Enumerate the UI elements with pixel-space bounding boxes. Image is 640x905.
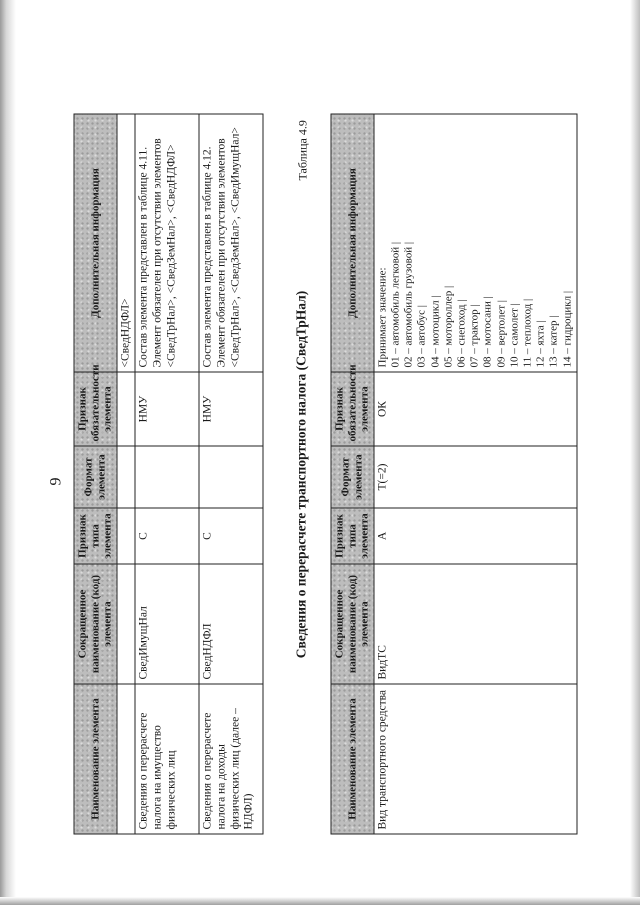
cell-type: С [135,508,199,564]
table-row [373,114,576,834]
vehicle-code-item: 01 – автомобиль легковой | [389,241,402,367]
cell-name: Сведения о перерасчете налога на имущество физических лиц [135,684,199,834]
scan-shadow-right [630,0,640,905]
header-additional-info: Дополнительная информация [74,114,117,372]
cell-required: НМУ [135,372,199,446]
cell-name: Сведения о перерасчете налога на доходы физических лиц (далее – НДФЛ) [199,684,263,834]
cell-type: С [199,508,263,564]
vehicle-code-item: 10 – самолет | [507,302,520,367]
transport-tax-table [330,113,577,834]
rotated-content [25,25,615,880]
cell-code: ВидТС [373,564,576,684]
header-element-required: Признак обязательности элемента [331,372,374,446]
vehicle-code-item: 07 – трактор | [468,303,481,367]
cell-code: СведНДФЛ [199,564,263,684]
cell-type: А [373,508,576,564]
vehicle-code-item: 02 – автомобиль грузовой | [402,241,415,367]
table-label: Таблица 4.9 [295,119,309,180]
header-additional-info: Дополнительная информация [331,114,374,372]
cell-format [116,446,135,508]
cell-required: ОК [373,372,576,446]
table-header-row [331,114,374,834]
header-element-type: Признак типа элемента [331,508,374,564]
table-caption: Сведения о перерасчете транспортного налога (СведТрНал) [293,290,308,658]
cell-format [199,446,263,508]
cell-info: Состав элемента представлен в таблице 4.11. Элемент обязателен при отсутствии элементов <СведТрНал>, <СведЗемНал>, <СведНДФЛ> [135,114,199,372]
header-element-required: Признак обязательности элемента [74,372,117,446]
cell-format: T(=2) [373,446,576,508]
scan-shadow-left [0,0,16,905]
cell-info: <СведНДФЛ> [116,114,135,372]
vehicle-code-item: 03 – автобус | [415,304,428,367]
cell-info: Состав элемента представлен в таблице 4.12. Элемент обязателен при отсутствии элементов <СведТрНал>, <СведЗемНал>, <СведИмущНал> [199,114,263,372]
cell-code: СведИмущНал [135,564,199,684]
header-element-name: Наименование элемента [331,684,374,834]
table-row [135,114,199,834]
page-number: 9 [47,477,64,485]
header-element-type: Признак типа элемента [74,508,117,564]
cell-required [116,372,135,446]
info-intro: Принимает значение: [375,266,388,367]
cell-format [135,446,199,508]
cell-code [116,564,135,684]
vehicle-code-item: 14 – гидроцикл | [560,290,573,367]
table-header-row [74,114,117,834]
header-element-code: Сокращенное наименование (код) элемента [331,564,374,684]
vehicle-code-item: 11 – теплоход | [520,298,533,367]
header-element-name: Наименование элемента [74,684,117,834]
vehicle-code-item: 13 – катер | [547,315,560,367]
cell-required: НМУ [199,372,263,446]
cell-name [116,684,135,834]
cell-type [116,508,135,564]
vehicle-code-item: 04 – мотоцикл | [428,294,441,367]
header-element-code: Сокращенное наименование (код) элемента [74,564,117,684]
elements-table-continued [73,113,263,834]
cell-name: Вид транспортного средства [373,684,576,834]
cell-info [373,114,576,372]
vehicle-code-item: 06 – снегоход | [455,299,468,367]
scan-shadow-bottom [0,897,640,905]
header-element-format: Формат элемента [74,446,117,508]
vehicle-code-item: 08 – мотосани | [481,295,494,367]
table-row [199,114,263,834]
table-row [116,114,135,834]
header-element-format: Формат элемента [331,446,374,508]
vehicle-code-item: 09 – вертолет | [494,299,507,367]
vehicle-code-item: 12 – яхта | [534,319,547,367]
vehicle-code-item: 05 – мотороллер | [441,285,454,367]
